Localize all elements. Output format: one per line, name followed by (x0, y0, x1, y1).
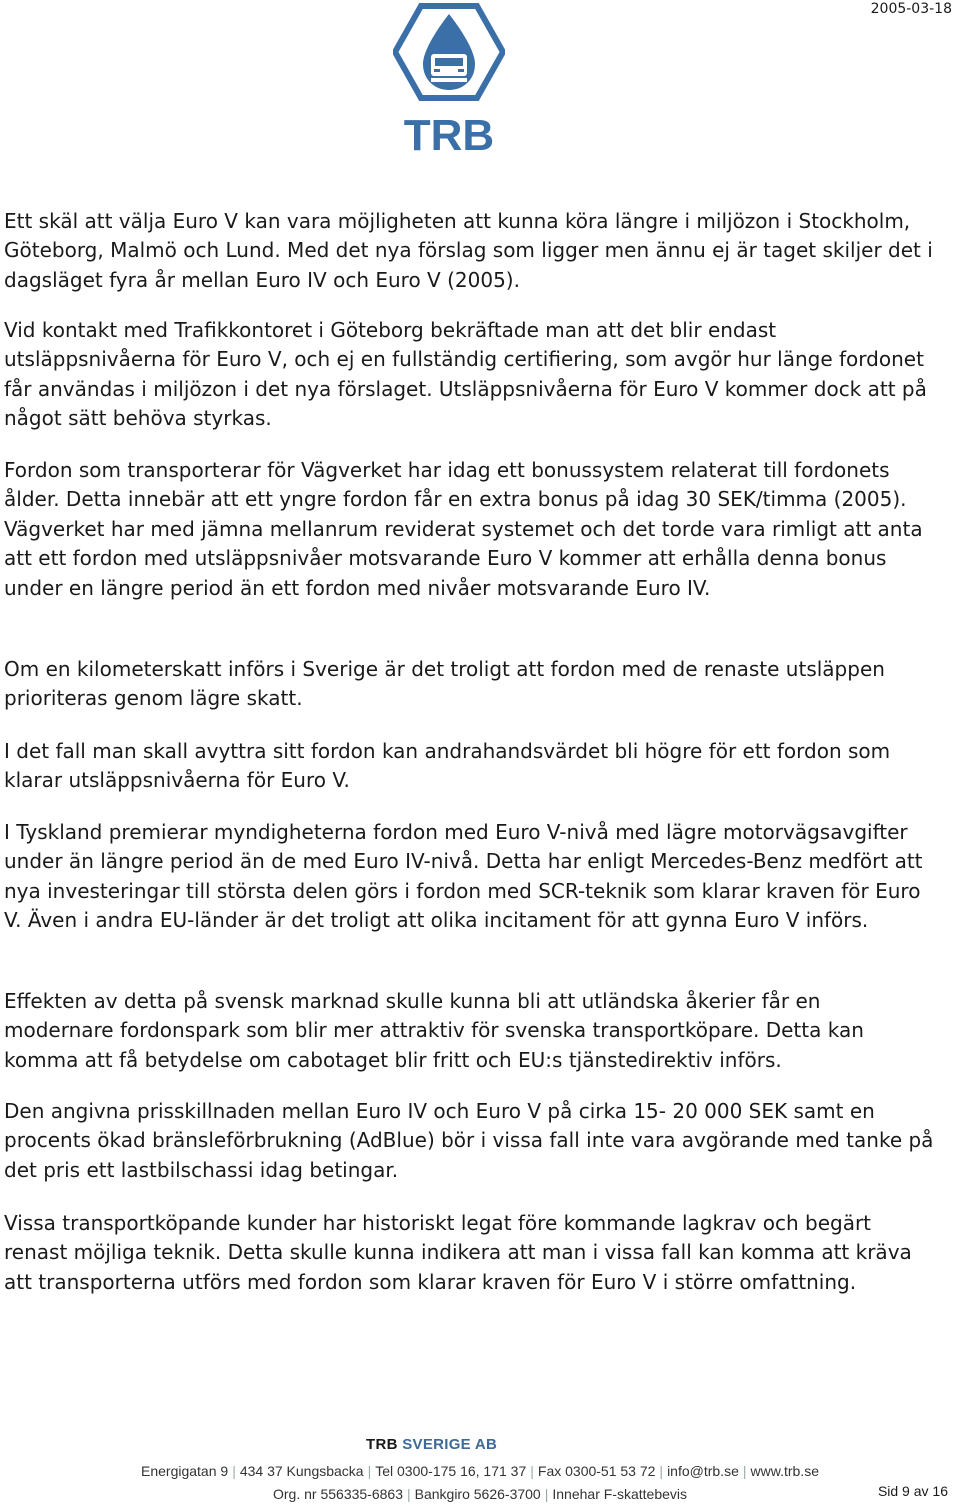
footer-postal: 434 37 Kungsbacka (239, 1463, 364, 1479)
paragraph: Vid kontakt med Trafikkontoret i Göteborg bekräftade man att det blir endast utsläppsnivåerna för Euro V, och ej en fullständig certifiering, som avgör hur länge fordonet får användas i miljözon i det nya förslaget. Utsläppsnivåerna för Euro V kommer dock att på något sätt behöva styrkas. (4, 318, 927, 431)
document-date: 2005-03-18 (870, 1, 952, 17)
paragraph: Fordon som transporterar för Vägverket har idag ett bonussystem relaterat till fordonets ålder. Detta innebär att ett yngre fordon får en extra bonus på idag 30 SEK/timma (2005). Vägverket har med jämna mellanrum reviderat systemet och det torde vara rimligt att anta att ett fordon med utsläppsnivåer motsvarande Euro V kommer att erhålla denna bonus under en längre period än ett fordon med nivåer motsvarande Euro IV. (4, 458, 923, 600)
paragraph: Den angivna prisskillnaden mellan Euro IV och Euro V på cirka 15- 20 000 SEK samt en procents ökad bränsleförbrukning (AdBlue) bör i vissa fall inte vara avgörande med tanke på det pris ett lastbilschassi idag betingar. (4, 1099, 934, 1182)
footer-registration-line: Org. nr 556335-6863 | Bankgiro 5626-3700 | Innehar F-skattebevis (273, 1486, 687, 1502)
paragraph: Effekten av detta på svensk marknad skulle kunna bli att utländska åkerier får en modernare fordonspark som blir mer attraktiv för svenska transportköpare. Detta kan komma att få betydelse om cabotaget blir fritt och EU:s tjänstedirektiv införs. (4, 989, 864, 1072)
paragraph: I det fall man skall avyttra sitt fordon kan andrahandsvärdet bli högre för ett fordon som klarar utsläppsnivåerna för Euro V. (4, 739, 891, 793)
paragraph: Vissa transportköpande kunder har historiskt legat före kommande lagkrav och begärt renast möjliga teknik. Detta skulle kunna indikera att man i vissa fall kan komma att kräva att transporterna utförs med fordon som klarar kraven för Euro V i större omfattning. (4, 1211, 912, 1294)
footer-website[interactable]: www.trb.se (750, 1463, 819, 1479)
footer-brand (366, 1436, 497, 1453)
logo-text: TRB (403, 111, 495, 158)
footer-email[interactable]: info@trb.se (667, 1463, 739, 1479)
paragraph: Ett skäl att välja Euro V kan vara möjligheten att kunna köra längre i miljözon i Stockholm, Göteborg, Malmö och Lund. Med det nya förslag som ligger men ännu ej är taget skiljer det i dagsläget fyra år mellan Euro IV och Euro V (2005). (4, 209, 933, 292)
trb-logo (393, 2, 505, 158)
footer-contact-line: Energigatan 9 | 434 37 Kungsbacka | Tel 0300-175 16, 171 37 | Fax 0300-51 53 72 | info@trb.se | www.trb.se (141, 1463, 819, 1479)
footer-address: Energigatan 9 (141, 1463, 229, 1479)
footer-fax: Fax 0300-51 53 72 (537, 1463, 656, 1479)
footer-bankgiro: Bankgiro 5626-3700 (414, 1486, 541, 1502)
footer-org-nr: Org. nr 556335-6863 (273, 1486, 403, 1502)
footer-tax: Innehar F-skattebevis (552, 1486, 687, 1502)
page-number: Sid 9 av 16 (877, 1483, 948, 1499)
footer-brand-trb: TRB (366, 1436, 398, 1453)
paragraph: I Tyskland premierar myndigheterna fordon med Euro V-nivå med lägre motorvägsavgifter under än längre period än de med Euro IV-nivå. Detta har enligt Mercedes-Benz medfört att nya investeringar till största delen görs i fordon med SCR-teknik som klarar kraven för Euro V. Även i andra EU-länder är det troligt att olika incitament för att gynna Euro V införs. (4, 820, 923, 933)
footer-brand-rest: SVERIGE AB (402, 1436, 498, 1453)
paragraph: Om en kilometerskatt införs i Sverige är det troligt att fordon med de renaste utsläppen prioriteras genom lägre skatt. (4, 657, 885, 711)
footer-phone: Tel 0300-175 16, 171 37 (375, 1463, 527, 1479)
